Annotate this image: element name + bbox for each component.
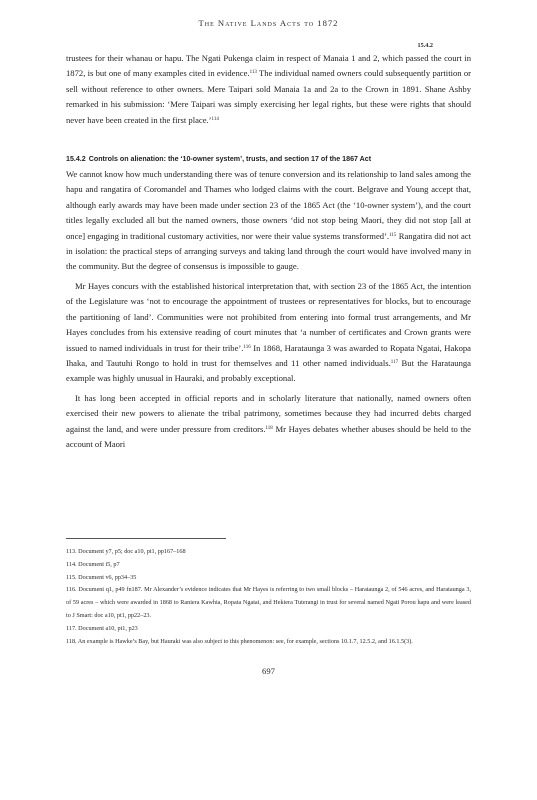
- paragraph-3-text-a: Mr Hayes concurs with the established historical interpretation that, with section 23 of the 1865 Act, the intention of the Legislature was ‘not to encourage the appointment of trustees or representatives for blocks, but to encourage the partitioning of land’. Communities were not prohibited from entering into formal trust arrangements, and Mr Hayes concludes from his extensive reading of court minutes that ‘a number of certificates and Crown grants were issued to named individuals in trust for their tribe’.: [66, 280, 471, 353]
- paragraph-4-text-a: It has long been accepted in official reports and in scholarly literature that nationally, named owners often exercised their new powers to alienate the tribal patrimony, sometimes because they had incurred debts charged against the land, and were under pressure from creditors.: [66, 392, 471, 434]
- footnote-114: 114. Document i5, p7: [66, 560, 120, 568]
- footnote-ref-113[interactable]: 113: [249, 70, 257, 76]
- section-heading-number: 15.4.2: [66, 155, 86, 164]
- paragraph-4: [66, 391, 471, 453]
- footnote-ref-114[interactable]: 114: [211, 116, 219, 122]
- footnote-117: 117. Document a10, pt1, p23: [66, 624, 138, 632]
- paragraph-4-text-b: Mr Hayes debates whether abuses should be held to the account of Maori: [66, 423, 471, 449]
- paragraph-3-text-b: In 1868, Harataunga 3 was awarded to Ropata Ngatai, Hakopa Ihaka, and Tautuhi Rongo to hold in trust for themselves and 11 other named individuals.: [66, 342, 471, 368]
- body-text: [66, 51, 471, 452]
- paragraph-2: [66, 167, 471, 275]
- paragraph-1-text-b: The individual named owners could subsequently partition or sell without reference to other owners. Mere Taipari sold Manaia 1a and 2a to the Crown in 1891. Shane Ashby remarked in his submission: ‘Mere Taipari was simply exercising her legal rights, but these were rights that should never have been created in the first place.’: [66, 68, 471, 125]
- section-heading: [66, 153, 471, 165]
- section-heading-title: Controls on alienation: the ‘10-owner system’, trusts, and section 17 of the 1867 Act: [88, 155, 372, 164]
- paragraph-1: [66, 51, 471, 128]
- footnote-113: 113. Document y7, p5; doc a10, pt1, pp167–168: [66, 548, 186, 555]
- footnote-ref-115[interactable]: 115: [389, 232, 397, 238]
- footnote-118: 118. An example is Hawke’s Bay, but Hauraki was also subject to this phenomenon: see, for example, sections 10.1.7, 12.5.2, and 16.1.5(3).: [66, 637, 413, 645]
- page-number: 697: [262, 666, 275, 676]
- footnote-divider: [66, 538, 226, 539]
- section-reference: 15.4.2: [417, 42, 433, 49]
- paragraph-3-text-c: But the Harataunga example was highly unusual in Hauraki, and probably exceptional.: [66, 357, 471, 384]
- footnote-116: 116. Document q1, p49 fn187. Mr Alexander’s evidence indicates that Mr Hayes is referring to two small blocks – Harataunga 2, of 546 acres, and Harataunga 3, of 59 acres – which were awarded in 1868 to Raniera Kawhia, Ropata Ngatai, and Hekiera Tuterangi in trust for several named Ngati Porou hapu and were leased to J Smart: doc a10, pt1, pp22–23.: [66, 586, 471, 619]
- footnote-115: 115. Document v6, pp34–35: [66, 573, 137, 581]
- footnote-ref-116[interactable]: 116: [243, 344, 251, 350]
- footnote-ref-117[interactable]: 117: [390, 359, 399, 365]
- footnotes: [66, 546, 471, 648]
- paragraph-2-text-a: We cannot know how much understanding there was of tenure conversion and its relationship to land sales among the hapu and rangatira of Coromandel and Thames who lodged claims with the court. Belgrave and Young accept that, although early awards may have been made under section 23 of the 1865 Act (the ‘10-owner system’), and the court titles legally excluded all but the named owners, those owners ‘did not stop being Maori, they did not stop [all at once] engaging in traditional customary activities, nor were their value systems transformed’.: [66, 169, 471, 241]
- footnote-ref-118[interactable]: 118: [265, 425, 273, 431]
- running-head: The Native Lands Acts to 1872: [198, 18, 339, 28]
- paragraph-3: [66, 279, 471, 387]
- paragraph-1-text-a: trustees for their whanau or hapu. The Ngati Pukenga claim in respect of Manaia 1 and 2, which passed the court in 1872, is but one of many examples cited in evidence.: [66, 53, 471, 79]
- paragraph-2-text-b: Rangatira did not act in isolation: the practical steps of arranging surveys and taking land through the court would have involved many in the community. But the degree of consensus is impossible to gauge.: [66, 230, 471, 272]
